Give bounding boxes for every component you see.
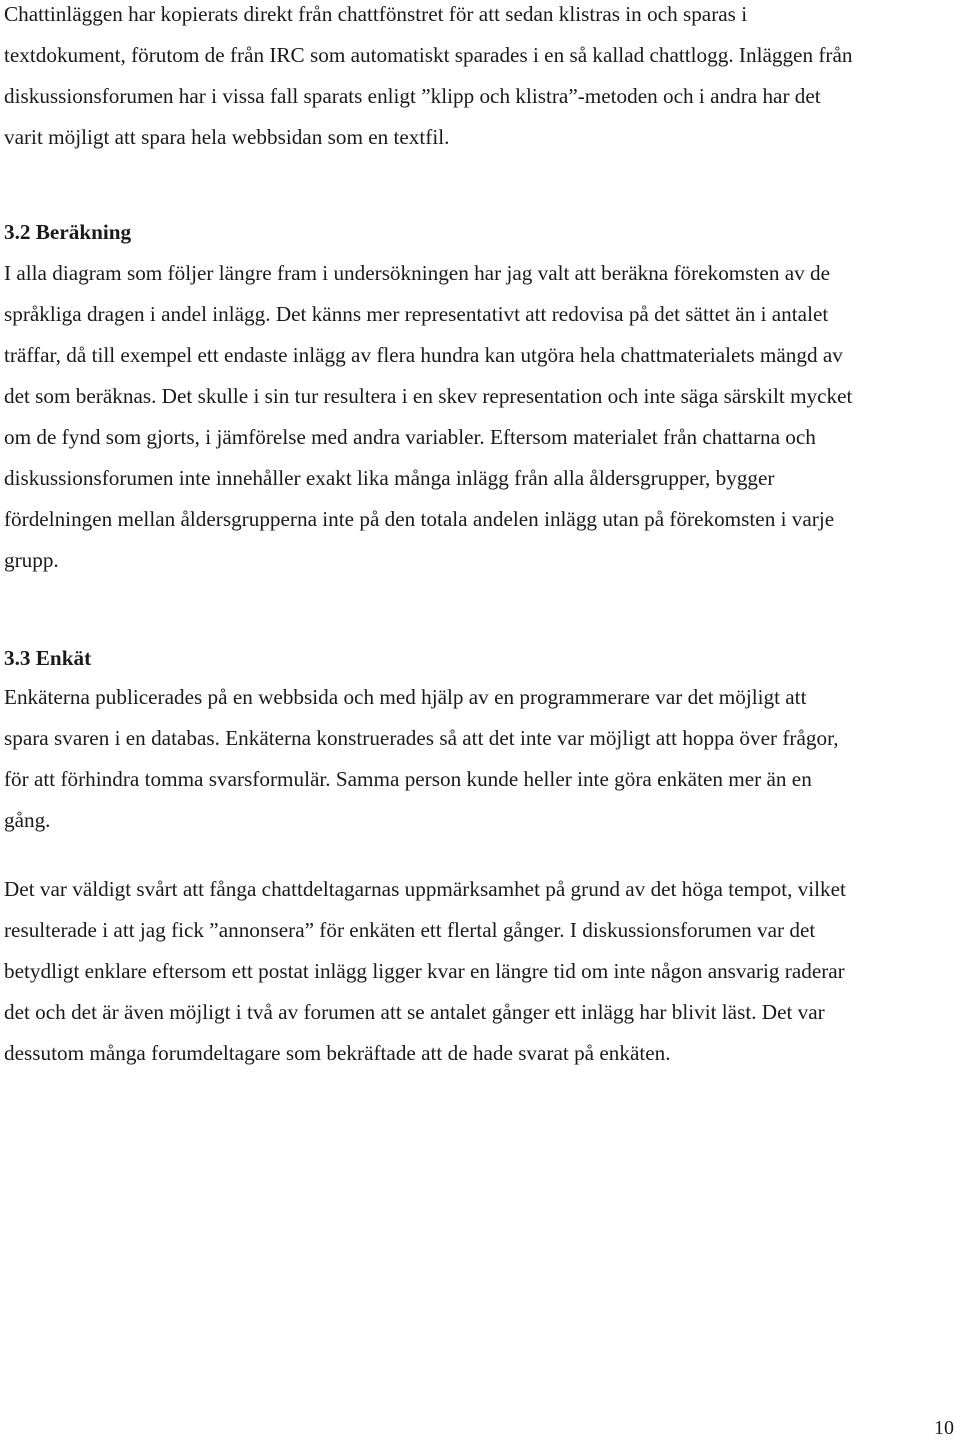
text-line: diskussionsforumen inte innehåller exakt lika många inlägg från alla åldersgrupper, bygger xyxy=(4,466,775,490)
text-line: om de fynd som gjorts, i jämförelse med andra variabler. Eftersom materialet från chattarna och xyxy=(4,425,816,449)
section-3-2-paragraph xyxy=(4,253,956,581)
section-heading-3-3: 3.3 Enkät xyxy=(4,646,92,670)
text-line: I alla diagram som följer längre fram i undersökningen har jag valt att beräkna förekomsten av de xyxy=(4,261,831,285)
text-line: fördelningen mellan åldersgrupperna inte på den totala andelen inlägg utan på förekomsten i varje xyxy=(4,507,835,531)
page-number: 10 xyxy=(934,1417,954,1439)
text-line: grupp. xyxy=(4,548,59,572)
text-line: språkliga dragen i andel inlägg. Det känns mer representativt att redovisa på det sättet än i antalet xyxy=(4,302,829,326)
text-line: träffar, då till exempel ett endaste inlägg av flera hundra kan utgöra hela chattmaterialets mängd av xyxy=(4,343,843,367)
text-line: gång. xyxy=(4,808,51,832)
text-line: dessutom många forumdeltagare som bekräftade att de hade svarat på enkäten. xyxy=(4,1041,671,1065)
text-line: Chattinläggen har kopierats direkt från chattfönstret för att sedan klistras in och sparas i xyxy=(4,2,748,26)
document-page xyxy=(4,0,956,1440)
section-3-3-paragraph-1 xyxy=(4,677,956,841)
text-line: betydligt enklare eftersom ett postat inlägg ligger kvar en längre tid om inte någon ansvarig raderar xyxy=(4,959,845,983)
intro-paragraph xyxy=(4,0,956,158)
text-line: Enkäterna publicerades på en webbsida och med hjälp av en programmerare var det möjligt att xyxy=(4,685,807,709)
text-line: diskussionsforumen har i vissa fall sparats enligt ”klipp och klistra”-metoden och i andra har det xyxy=(4,84,821,108)
text-line: resulterade i att jag fick ”annonsera” för enkäten ett flertal gånger. I diskussionsforumen var det xyxy=(4,918,816,942)
text-line: Det var väldigt svårt att fånga chattdeltagarnas uppmärksamhet på grund av det höga tempot, vilket xyxy=(4,877,846,901)
text-line: varit möjligt att spara hela webbsidan som en textfil. xyxy=(4,125,450,149)
text-line: för att förhindra tomma svarsformulär. Samma person kunde heller inte göra enkäten mer än en xyxy=(4,767,812,791)
text-line: textdokument, förutom de från IRC som automatiskt sparades i en så kallad chattlogg. Inläggen från xyxy=(4,43,853,67)
text-line: det som beräknas. Det skulle i sin tur resultera i en skev representation och inte säga särskilt mycket xyxy=(4,384,853,408)
section-heading-3-2: 3.2 Beräkning xyxy=(4,220,132,244)
text-line: spara svaren i en databas. Enkäterna konstruerades så att det inte var möjligt att hoppa över frågor, xyxy=(4,726,839,750)
text-line: det och det är även möjligt i två av forumen att se antalet gånger ett inlägg har blivit läst. Det var xyxy=(4,1000,825,1024)
section-3-3-paragraph-2 xyxy=(4,869,956,1074)
